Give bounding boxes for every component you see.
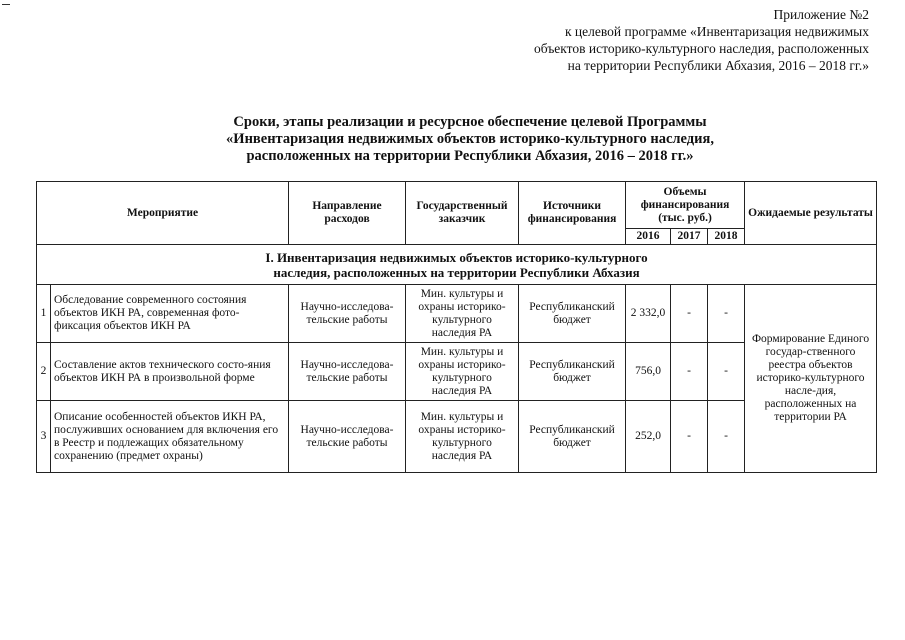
row-number: 3 [37,401,51,473]
section-line: I. Инвентаризация недвижимых объектов историко-культурного [265,249,648,265]
header-results: Ожидаемые результаты [745,182,877,245]
document-title [120,114,820,165]
header-direction: Направление расходов [289,182,406,245]
appendix-note [449,6,869,74]
row-direction: Научно-исследова-тельские работы [289,285,406,343]
header-volumes: Объемы финансирования (тыс. руб.) [626,182,745,229]
row-direction: Научно-исследова-тельские работы [289,343,406,401]
row-value-2017: - [671,343,708,401]
section-line: наследия, расположенных на территории Республики Абхазия [273,264,640,280]
row-measure: Обследование современного состояния объектов ИКН РА, современная фото-фиксация объектов ИКН РА [51,285,289,343]
appendix-line: к целевой программе «Инвентаризация недвижимых [564,24,869,39]
row-value-2018: - [708,343,745,401]
row-customer: Мин. культуры и охраны историко-культурного наследия РА [406,343,519,401]
table-header-row [37,182,877,229]
title-line: «Инвентаризация недвижимых объектов историко-культурного наследия, [226,131,714,147]
row-customer: Мин. культуры и охраны историко-культурного наследия РА [406,285,519,343]
program-table [36,181,877,473]
row-source: Республиканский бюджет [519,401,626,473]
header-measure: Мероприятие [37,182,289,245]
row-value-2016: 252,0 [626,401,671,473]
row-number: 1 [37,285,51,343]
section-row [37,245,877,285]
table-row [37,285,877,343]
title-line: расположенных на территории Республики Абхазия, 2016 – 2018 гг.» [246,148,694,164]
row-source: Республиканский бюджет [519,343,626,401]
scan-mark [2,4,10,5]
header-sources: Источники финансирования [519,182,626,245]
row-number: 2 [37,343,51,401]
appendix-line: объектов историко-культурного наследия, расположенных [534,41,869,56]
row-value-2017: - [671,285,708,343]
row-direction: Научно-исследова-тельские работы [289,401,406,473]
header-customer: Государственный заказчик [406,182,519,245]
row-value-2016: 756,0 [626,343,671,401]
appendix-line: на территории Республики Абхазия, 2016 – 2018 гг.» [567,58,869,73]
header-year-2017: 2017 [671,229,708,245]
row-value-2017: - [671,401,708,473]
header-year-2018: 2018 [708,229,745,245]
row-measure: Составление актов технического состо-яния объектов ИКН РА в произвольной форме [51,343,289,401]
section-heading [37,245,877,285]
expected-result: Формирование Единого государ-ственного реестра объектов историко-культурного насле-дия, расположенных на территории РА [745,285,877,473]
row-customer: Мин. культуры и охраны историко-культурного наследия РА [406,401,519,473]
row-value-2016: 2 332,0 [626,285,671,343]
row-value-2018: - [708,401,745,473]
title-line: Сроки, этапы реализации и ресурсное обеспечение целевой Программы [233,114,707,130]
row-measure: Описание особенностей объектов ИКН РА, послуживших основанием для включения его в Реестр и подлежащих обязательному сохранению (предмет охраны) [51,401,289,473]
row-value-2018: - [708,285,745,343]
appendix-line: Приложение №2 [773,7,869,22]
header-year-2016: 2016 [626,229,671,245]
row-source: Республиканский бюджет [519,285,626,343]
